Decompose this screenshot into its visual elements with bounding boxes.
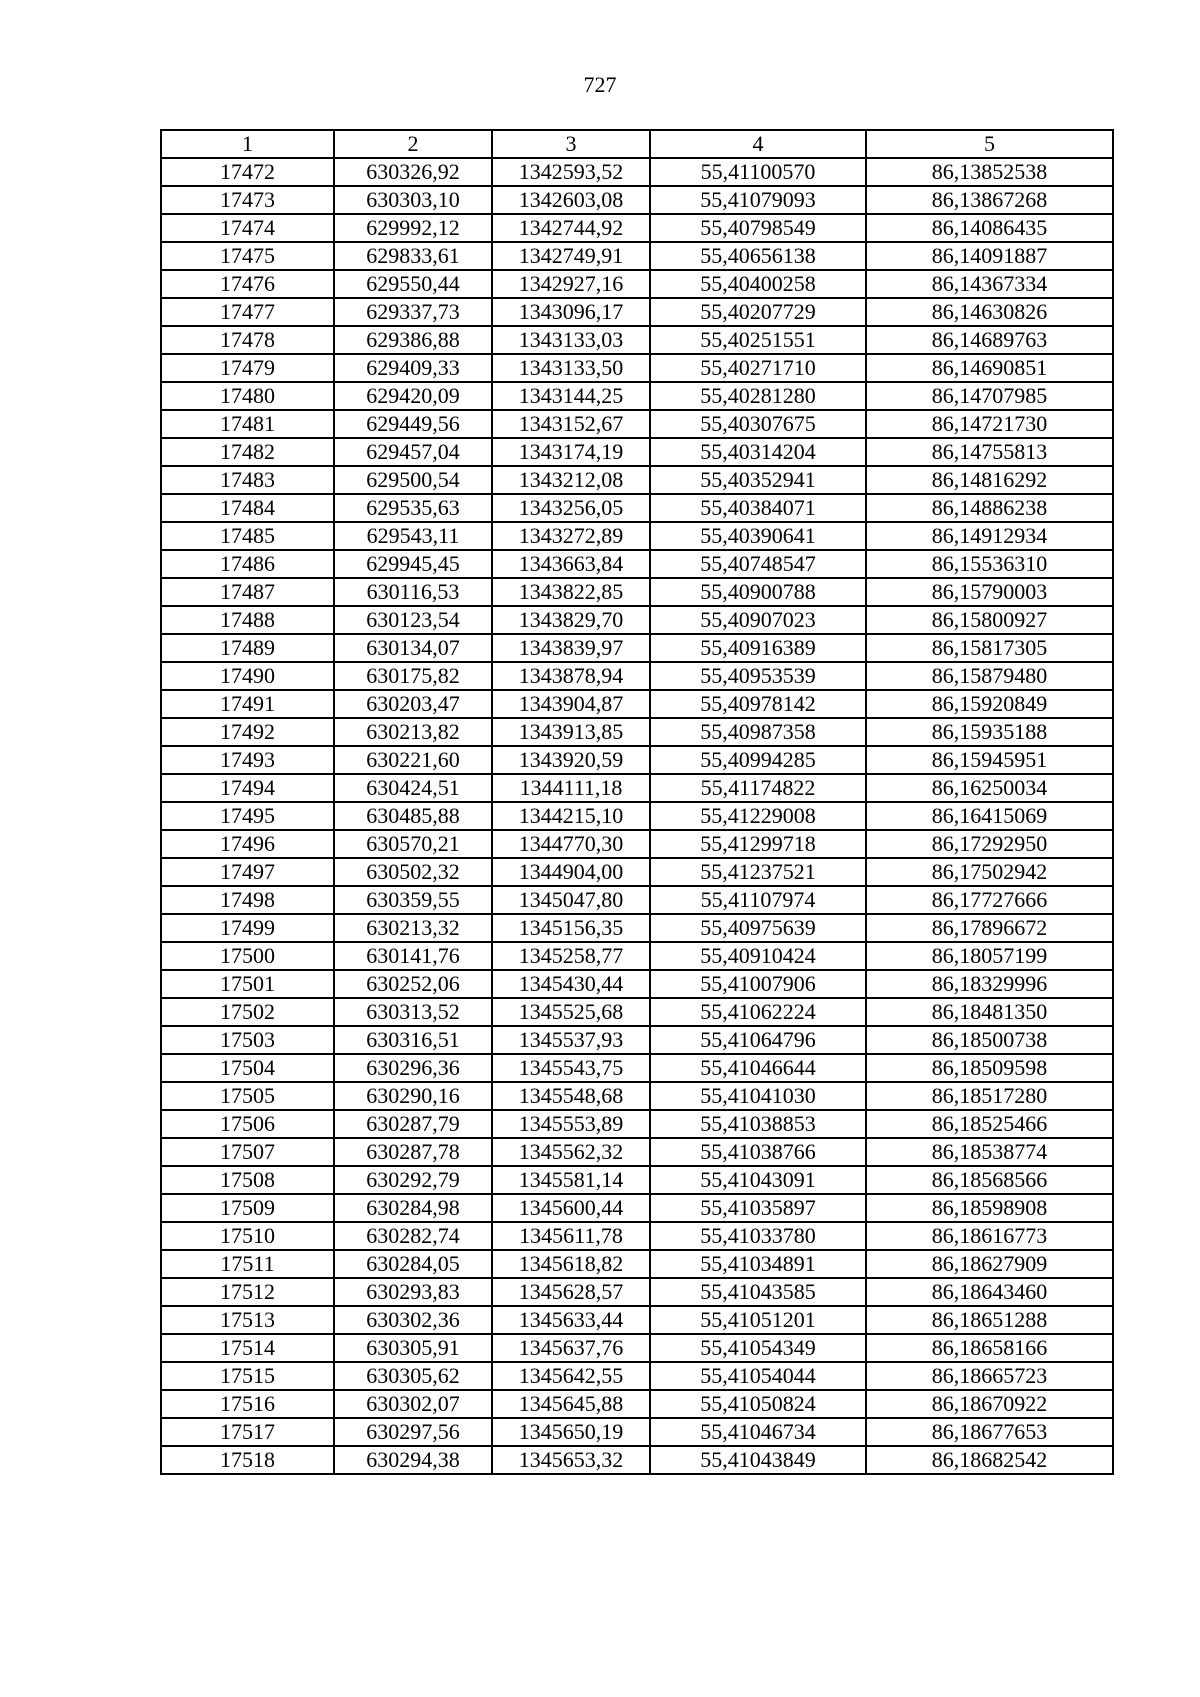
table-cell: 1343878,94	[492, 662, 650, 690]
table-cell: 55,40307675	[650, 410, 866, 438]
table-cell: 629420,09	[334, 382, 492, 410]
table-cell: 1345642,55	[492, 1362, 650, 1390]
table-cell: 630287,79	[334, 1110, 492, 1138]
table-cell: 86,14886238	[866, 494, 1113, 522]
table-cell: 629449,56	[334, 410, 492, 438]
table-row	[161, 354, 1113, 382]
table-cell: 17478	[161, 326, 334, 354]
table-cell: 630305,62	[334, 1362, 492, 1390]
table-cell: 1343822,85	[492, 578, 650, 606]
table-row	[161, 550, 1113, 578]
table-cell: 1345553,89	[492, 1110, 650, 1138]
table-cell: 17498	[161, 886, 334, 914]
table-cell: 86,18616773	[866, 1222, 1113, 1250]
table-row	[161, 1306, 1113, 1334]
table-cell: 17475	[161, 242, 334, 270]
table-cell: 17492	[161, 718, 334, 746]
table-row	[161, 438, 1113, 466]
table-cell: 1343174,19	[492, 438, 650, 466]
table-row	[161, 970, 1113, 998]
table-cell: 86,17896672	[866, 914, 1113, 942]
table-cell: 1343144,25	[492, 382, 650, 410]
table-cell: 630302,07	[334, 1390, 492, 1418]
table-cell: 17490	[161, 662, 334, 690]
table-cell: 1343133,50	[492, 354, 650, 382]
table-cell: 55,40656138	[650, 242, 866, 270]
table-cell: 55,40987358	[650, 718, 866, 746]
table-row	[161, 1110, 1113, 1138]
table-cell: 629386,88	[334, 326, 492, 354]
table-cell: 1343212,08	[492, 466, 650, 494]
table-cell: 1344770,30	[492, 830, 650, 858]
table-cell: 630282,74	[334, 1222, 492, 1250]
table-cell: 86,14086435	[866, 214, 1113, 242]
table-cell: 55,41046644	[650, 1054, 866, 1082]
table-cell: 86,18643460	[866, 1278, 1113, 1306]
table-cell: 630290,16	[334, 1082, 492, 1110]
table-cell: 86,17502942	[866, 858, 1113, 886]
table-cell: 55,41034891	[650, 1250, 866, 1278]
table-row	[161, 1362, 1113, 1390]
table-cell: 630141,76	[334, 942, 492, 970]
table-cell: 17489	[161, 634, 334, 662]
table-cell: 1345653,32	[492, 1446, 650, 1474]
table-cell: 629409,33	[334, 354, 492, 382]
table-cell: 1345537,93	[492, 1026, 650, 1054]
table-cell: 86,14689763	[866, 326, 1113, 354]
table-cell: 1343256,05	[492, 494, 650, 522]
table-cell: 86,14707985	[866, 382, 1113, 410]
table-row	[161, 1082, 1113, 1110]
table-row	[161, 774, 1113, 802]
table-row	[161, 858, 1113, 886]
table-cell: 86,18627909	[866, 1250, 1113, 1278]
table-cell: 1345548,68	[492, 1082, 650, 1110]
table-row	[161, 886, 1113, 914]
table-cell: 630287,78	[334, 1138, 492, 1166]
table-cell: 17473	[161, 186, 334, 214]
table-row	[161, 998, 1113, 1026]
table-cell: 55,41051201	[650, 1306, 866, 1334]
table-body	[161, 158, 1113, 1474]
table-cell: 55,41043585	[650, 1278, 866, 1306]
table-cell: 86,17727666	[866, 886, 1113, 914]
table-row	[161, 830, 1113, 858]
table-cell: 17511	[161, 1250, 334, 1278]
table-cell: 1345525,68	[492, 998, 650, 1026]
table-row	[161, 690, 1113, 718]
table-cell: 1345618,82	[492, 1250, 650, 1278]
table-cell: 629500,54	[334, 466, 492, 494]
table-cell: 86,14912934	[866, 522, 1113, 550]
table-row	[161, 1446, 1113, 1474]
table-row	[161, 466, 1113, 494]
table-cell: 1345156,35	[492, 914, 650, 942]
table-row	[161, 606, 1113, 634]
table-cell: 86,18525466	[866, 1110, 1113, 1138]
table-cell: 17501	[161, 970, 334, 998]
table-cell: 1343904,87	[492, 690, 650, 718]
table-cell: 17502	[161, 998, 334, 1026]
table-cell: 17483	[161, 466, 334, 494]
table-cell: 1343663,84	[492, 550, 650, 578]
table-cell: 86,18538774	[866, 1138, 1113, 1166]
table-cell: 1345611,78	[492, 1222, 650, 1250]
table-cell: 86,14721730	[866, 410, 1113, 438]
table-cell: 630252,06	[334, 970, 492, 998]
table-cell: 1345650,19	[492, 1418, 650, 1446]
table-cell: 55,40900788	[650, 578, 866, 606]
table-cell: 55,41046734	[650, 1418, 866, 1446]
page-number: 727	[583, 72, 617, 97]
table-cell: 17495	[161, 802, 334, 830]
table-cell: 86,15935188	[866, 718, 1113, 746]
table-cell: 17506	[161, 1110, 334, 1138]
table-cell: 17503	[161, 1026, 334, 1054]
table-row	[161, 634, 1113, 662]
table-cell: 17482	[161, 438, 334, 466]
table-cell: 630424,51	[334, 774, 492, 802]
table-cell: 55,41050824	[650, 1390, 866, 1418]
table-row	[161, 242, 1113, 270]
table-cell: 629337,73	[334, 298, 492, 326]
table-cell: 55,40748547	[650, 550, 866, 578]
table-cell: 17508	[161, 1166, 334, 1194]
table-cell: 55,40314204	[650, 438, 866, 466]
table-cell: 86,14755813	[866, 438, 1113, 466]
table-cell: 86,18517280	[866, 1082, 1113, 1110]
table-cell: 86,18568566	[866, 1166, 1113, 1194]
table-cell: 629992,12	[334, 214, 492, 242]
table-cell: 86,18670922	[866, 1390, 1113, 1418]
table-cell: 1343152,67	[492, 410, 650, 438]
table-cell: 86,16250034	[866, 774, 1113, 802]
table-cell: 17484	[161, 494, 334, 522]
table-cell: 1344215,10	[492, 802, 650, 830]
table-cell: 1344111,18	[492, 774, 650, 802]
table-cell: 630485,88	[334, 802, 492, 830]
table-cell: 17499	[161, 914, 334, 942]
table-cell: 55,40916389	[650, 634, 866, 662]
table-cell: 630296,36	[334, 1054, 492, 1082]
table-cell: 630305,91	[334, 1334, 492, 1362]
table-cell: 55,40907023	[650, 606, 866, 634]
table-cell: 630284,98	[334, 1194, 492, 1222]
table-cell: 1344904,00	[492, 858, 650, 886]
table-cell: 55,41237521	[650, 858, 866, 886]
table-cell: 17493	[161, 746, 334, 774]
table-row	[161, 1194, 1113, 1222]
table-cell: 630313,52	[334, 998, 492, 1026]
table-cell: 17477	[161, 298, 334, 326]
coordinates-table	[160, 129, 1114, 1475]
table-cell: 1343913,85	[492, 718, 650, 746]
table-cell: 17474	[161, 214, 334, 242]
table-cell: 17516	[161, 1390, 334, 1418]
table-cell: 630303,10	[334, 186, 492, 214]
table-row	[161, 1418, 1113, 1446]
table-cell: 55,40384071	[650, 494, 866, 522]
table-cell: 17500	[161, 942, 334, 970]
table-cell: 17505	[161, 1082, 334, 1110]
table-row	[161, 214, 1113, 242]
table-cell: 55,40400258	[650, 270, 866, 298]
table-cell: 86,18682542	[866, 1446, 1113, 1474]
table-cell: 55,41062224	[650, 998, 866, 1026]
table-cell: 630297,56	[334, 1418, 492, 1446]
table-row	[161, 578, 1113, 606]
table-cell: 629535,63	[334, 494, 492, 522]
column-header: 2	[334, 130, 492, 158]
table-cell: 630213,82	[334, 718, 492, 746]
table-row	[161, 718, 1113, 746]
table-cell: 1345645,88	[492, 1390, 650, 1418]
table-cell: 55,40975639	[650, 914, 866, 942]
table-cell: 55,40798549	[650, 214, 866, 242]
table-cell: 55,41038853	[650, 1110, 866, 1138]
table-cell: 17513	[161, 1306, 334, 1334]
table-row	[161, 410, 1113, 438]
table-row	[161, 270, 1113, 298]
table-cell: 17497	[161, 858, 334, 886]
table-cell: 17480	[161, 382, 334, 410]
table-row	[161, 158, 1113, 186]
table-cell: 55,41107974	[650, 886, 866, 914]
table-cell: 86,14367334	[866, 270, 1113, 298]
table-cell: 86,18057199	[866, 942, 1113, 970]
table-row	[161, 914, 1113, 942]
table-cell: 55,41229008	[650, 802, 866, 830]
table-row	[161, 298, 1113, 326]
table-cell: 86,14091887	[866, 242, 1113, 270]
table-cell: 17507	[161, 1138, 334, 1166]
table-cell: 17476	[161, 270, 334, 298]
table-cell: 17472	[161, 158, 334, 186]
table-cell: 630134,07	[334, 634, 492, 662]
table-cell: 1342744,92	[492, 214, 650, 242]
table-row	[161, 802, 1113, 830]
table-cell: 629543,11	[334, 522, 492, 550]
table-cell: 17518	[161, 1446, 334, 1474]
table-cell: 1343272,89	[492, 522, 650, 550]
table-cell: 1343920,59	[492, 746, 650, 774]
table-cell: 55,40352941	[650, 466, 866, 494]
table-cell: 55,41033780	[650, 1222, 866, 1250]
table-cell: 1345543,75	[492, 1054, 650, 1082]
table-cell: 55,41100570	[650, 158, 866, 186]
table-row	[161, 1138, 1113, 1166]
table-cell: 86,13852538	[866, 158, 1113, 186]
table-cell: 86,18481350	[866, 998, 1113, 1026]
table-cell: 86,15817305	[866, 634, 1113, 662]
table-cell: 55,40390641	[650, 522, 866, 550]
table-cell: 55,40994285	[650, 746, 866, 774]
table-cell: 55,41007906	[650, 970, 866, 998]
table-cell: 55,40281280	[650, 382, 866, 410]
table-cell: 55,41174822	[650, 774, 866, 802]
table-cell: 86,15945951	[866, 746, 1113, 774]
table-cell: 86,18329996	[866, 970, 1113, 998]
table-cell: 630302,36	[334, 1306, 492, 1334]
table-cell: 630316,51	[334, 1026, 492, 1054]
table-cell: 630213,32	[334, 914, 492, 942]
table-cell: 55,40207729	[650, 298, 866, 326]
table-row	[161, 1250, 1113, 1278]
table-cell: 86,15536310	[866, 550, 1113, 578]
table-cell: 1345581,14	[492, 1166, 650, 1194]
table-cell: 86,14816292	[866, 466, 1113, 494]
table-cell: 17515	[161, 1362, 334, 1390]
table-row	[161, 494, 1113, 522]
table-cell: 1345047,80	[492, 886, 650, 914]
column-header: 5	[866, 130, 1113, 158]
table-cell: 17488	[161, 606, 334, 634]
table-cell: 55,41035897	[650, 1194, 866, 1222]
table-cell: 1345633,44	[492, 1306, 650, 1334]
table-cell: 17491	[161, 690, 334, 718]
table-cell: 630284,05	[334, 1250, 492, 1278]
table-row	[161, 1054, 1113, 1082]
table-cell: 55,41043849	[650, 1446, 866, 1474]
table-cell: 1343096,17	[492, 298, 650, 326]
table-cell: 86,14690851	[866, 354, 1113, 382]
table-cell: 17485	[161, 522, 334, 550]
table-row	[161, 662, 1113, 690]
table-row	[161, 186, 1113, 214]
table-row	[161, 1222, 1113, 1250]
table-row	[161, 326, 1113, 354]
table-cell: 55,40251551	[650, 326, 866, 354]
table-cell: 1345258,77	[492, 942, 650, 970]
table-cell: 55,41299718	[650, 830, 866, 858]
table-cell: 629833,61	[334, 242, 492, 270]
table-cell: 1343829,70	[492, 606, 650, 634]
table-cell: 17479	[161, 354, 334, 382]
table-row	[161, 1334, 1113, 1362]
table-row	[161, 382, 1113, 410]
table-cell: 55,40953539	[650, 662, 866, 690]
column-header: 4	[650, 130, 866, 158]
table-cell: 86,15879480	[866, 662, 1113, 690]
table-row	[161, 1390, 1113, 1418]
table-cell: 86,18598908	[866, 1194, 1113, 1222]
table-cell: 86,16415069	[866, 802, 1113, 830]
table-cell: 1342927,16	[492, 270, 650, 298]
table-cell: 630292,79	[334, 1166, 492, 1194]
table-cell: 630175,82	[334, 662, 492, 690]
table-cell: 86,17292950	[866, 830, 1113, 858]
table-row	[161, 1278, 1113, 1306]
table-cell: 630326,92	[334, 158, 492, 186]
table-cell: 17517	[161, 1418, 334, 1446]
table-cell: 55,40978142	[650, 690, 866, 718]
table-cell: 1345600,44	[492, 1194, 650, 1222]
table-cell: 1345430,44	[492, 970, 650, 998]
table-cell: 1342593,52	[492, 158, 650, 186]
table-cell: 86,15800927	[866, 606, 1113, 634]
table-cell: 1345628,57	[492, 1278, 650, 1306]
table-cell: 17486	[161, 550, 334, 578]
table-cell: 17494	[161, 774, 334, 802]
table-cell: 86,15920849	[866, 690, 1113, 718]
table-cell: 17514	[161, 1334, 334, 1362]
table-cell: 630116,53	[334, 578, 492, 606]
table-cell: 86,15790003	[866, 578, 1113, 606]
table-cell: 1342603,08	[492, 186, 650, 214]
table-cell: 1345562,32	[492, 1138, 650, 1166]
table-cell: 55,40910424	[650, 942, 866, 970]
table-cell: 1345637,76	[492, 1334, 650, 1362]
table-row	[161, 522, 1113, 550]
table-cell: 629945,45	[334, 550, 492, 578]
table-cell: 1343839,97	[492, 634, 650, 662]
table-cell: 630203,47	[334, 690, 492, 718]
header-row	[161, 130, 1113, 158]
table-cell: 630294,38	[334, 1446, 492, 1474]
table-cell: 86,13867268	[866, 186, 1113, 214]
table-cell: 86,18658166	[866, 1334, 1113, 1362]
table-cell: 17487	[161, 578, 334, 606]
table-row	[161, 942, 1113, 970]
table-cell: 630293,83	[334, 1278, 492, 1306]
table-cell: 55,41064796	[650, 1026, 866, 1054]
table-cell: 86,18677653	[866, 1418, 1113, 1446]
table-cell: 55,41043091	[650, 1166, 866, 1194]
table-cell: 86,18509598	[866, 1054, 1113, 1082]
table-cell: 17510	[161, 1222, 334, 1250]
column-header: 3	[492, 130, 650, 158]
table-cell: 55,41038766	[650, 1138, 866, 1166]
table-cell: 630123,54	[334, 606, 492, 634]
table-cell: 55,41041030	[650, 1082, 866, 1110]
table-cell: 55,40271710	[650, 354, 866, 382]
table-row	[161, 746, 1113, 774]
table-cell: 629457,04	[334, 438, 492, 466]
table-cell: 1343133,03	[492, 326, 650, 354]
table-cell: 17504	[161, 1054, 334, 1082]
table-row	[161, 1166, 1113, 1194]
table-cell: 86,18665723	[866, 1362, 1113, 1390]
table-cell: 55,41054349	[650, 1334, 866, 1362]
table-cell: 17496	[161, 830, 334, 858]
table-cell: 629550,44	[334, 270, 492, 298]
table-cell: 86,18651288	[866, 1306, 1113, 1334]
table-cell: 630359,55	[334, 886, 492, 914]
column-header: 1	[161, 130, 334, 158]
table-cell: 55,41079093	[650, 186, 866, 214]
table-cell: 17512	[161, 1278, 334, 1306]
table-cell: 630221,60	[334, 746, 492, 774]
table-cell: 630570,21	[334, 830, 492, 858]
table-row	[161, 1026, 1113, 1054]
table-cell: 630502,32	[334, 858, 492, 886]
table-cell: 17509	[161, 1194, 334, 1222]
table-cell: 17481	[161, 410, 334, 438]
table-cell: 86,14630826	[866, 298, 1113, 326]
table-cell: 86,18500738	[866, 1026, 1113, 1054]
table-cell: 55,41054044	[650, 1362, 866, 1390]
table-cell: 1342749,91	[492, 242, 650, 270]
